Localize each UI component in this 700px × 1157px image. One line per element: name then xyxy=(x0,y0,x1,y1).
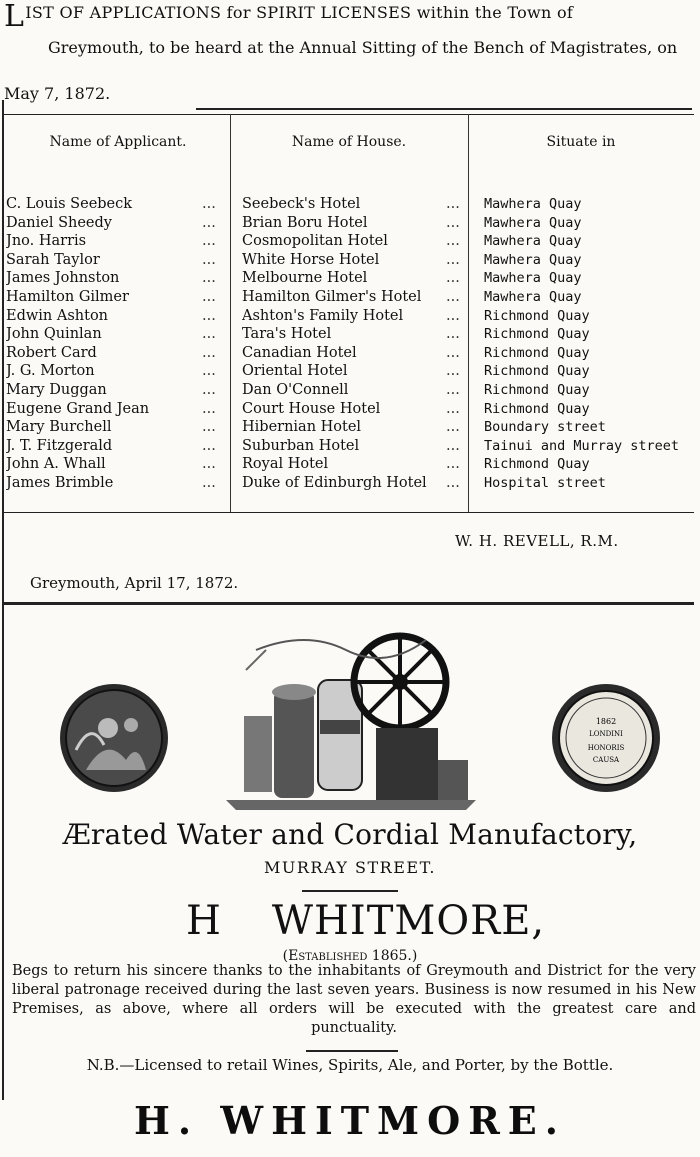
applicant-text: Edwin Ashton xyxy=(6,307,109,324)
leader-dots: ... xyxy=(446,288,460,305)
leader-dots: ... xyxy=(446,196,460,212)
medal-text-honoris: HONORIS xyxy=(587,744,625,752)
applicant-text: Jno. Harris xyxy=(6,233,87,250)
applicant-name xyxy=(6,308,226,324)
applicant-name xyxy=(6,456,226,472)
ad-subtitle: MURRAY STREET. xyxy=(264,858,436,877)
applicant-name xyxy=(6,438,226,454)
situate-location: Richmond Quay xyxy=(484,344,590,361)
house-name xyxy=(242,345,466,361)
applicant-name xyxy=(6,196,226,212)
ad-title: Ærated Water and Cordial Manufactory, xyxy=(62,818,638,851)
house-text: White Horse Hotel xyxy=(242,251,380,268)
right-medal-icon xyxy=(552,684,660,792)
applicant-name xyxy=(6,475,226,491)
applicant-text: Daniel Sheedy xyxy=(6,214,112,231)
applicant-text: James Johnston xyxy=(6,270,120,287)
table-bottom-rule xyxy=(4,512,694,513)
leader-dots: ... xyxy=(446,233,460,250)
table-row xyxy=(6,345,694,364)
applicant-name xyxy=(6,270,226,286)
leader-dots: ... xyxy=(202,363,216,380)
leader-dots: ... xyxy=(446,251,460,268)
house-name xyxy=(242,475,466,491)
applicant-name xyxy=(6,345,226,361)
house-text: Ashton's Family Hotel xyxy=(242,307,404,324)
leader-dots: ... xyxy=(446,419,460,436)
applicant-name xyxy=(6,401,226,417)
house-name xyxy=(242,363,466,379)
house-text: Dan O'Connell xyxy=(242,381,349,398)
house-text: Royal Hotel xyxy=(242,456,329,473)
leader-dots: ... xyxy=(202,326,216,343)
house-name xyxy=(242,215,466,231)
leader-dots: ... xyxy=(202,214,216,231)
drop-cap: L xyxy=(4,0,25,34)
leader-dots: ... xyxy=(202,288,216,305)
situate-location: Richmond Quay xyxy=(484,326,590,343)
situate-location: Richmond Quay xyxy=(484,400,590,417)
house-name xyxy=(242,326,466,342)
house-name xyxy=(242,196,466,212)
table-row xyxy=(6,401,694,420)
house-text: Tara's Hotel xyxy=(242,326,332,343)
leader-dots: ... xyxy=(446,344,460,361)
leader-dots: ... xyxy=(446,326,460,343)
table-row xyxy=(6,270,694,289)
header-situate: Situate in xyxy=(546,134,616,150)
table-row xyxy=(6,233,694,252)
situate-location: Hospital street xyxy=(484,474,606,491)
leader-dots: ... xyxy=(202,456,216,473)
licenses-table xyxy=(6,114,694,512)
leader-dots: ... xyxy=(202,381,216,398)
leader-dots: ... xyxy=(202,400,216,417)
heading-line-1 xyxy=(4,2,573,32)
table-row xyxy=(6,419,694,438)
applicant-name xyxy=(6,363,226,379)
applicant-name xyxy=(6,252,226,268)
ad-note: N.B.—Licensed to retail Wines, Spirits, Ale, and Porter, by the Bottle. xyxy=(86,1056,614,1074)
applicant-name xyxy=(6,382,226,398)
situate-location: Boundary street xyxy=(484,419,606,436)
table-row xyxy=(6,363,694,382)
house-name xyxy=(242,270,466,286)
heading-line-2: Greymouth, to be heard at the Annual Sitting of the Bench of Magistrates, on xyxy=(48,38,678,57)
house-text: Hamilton Gilmer's Hotel xyxy=(242,288,422,305)
left-column-rule xyxy=(2,100,4,1100)
situate-location: Richmond Quay xyxy=(484,307,590,324)
factory-engraving xyxy=(46,620,676,820)
house-name xyxy=(242,382,466,398)
house-text: Suburban Hotel xyxy=(242,437,360,454)
leader-dots: ... xyxy=(202,196,216,212)
leader-dots: ... xyxy=(446,381,460,398)
leader-dots: ... xyxy=(446,474,460,491)
applicant-text: C. Louis Seebeck xyxy=(6,196,133,212)
applicant-text: Mary Duggan xyxy=(6,381,107,398)
situate-location: Mawhera Quay xyxy=(484,270,582,287)
applicant-text: J. T. Fitzgerald xyxy=(6,437,113,454)
leader-dots: ... xyxy=(202,233,216,250)
ad-banner: H. WHITMORE. xyxy=(134,1098,566,1143)
ad-proprietor xyxy=(186,898,545,944)
heading-line-1-text: IST OF APPLICATIONS for SPIRIT LICENSES within the Town of xyxy=(25,3,574,22)
table-row xyxy=(6,252,694,271)
machinery-icon xyxy=(226,636,476,810)
ad-established: (Established 1865.) xyxy=(282,948,418,964)
table-row xyxy=(6,456,694,475)
applicant-text: John Quinlan xyxy=(6,326,102,343)
applicant-text: J. G. Morton xyxy=(6,363,95,380)
medal-text-year: 1862 xyxy=(595,717,617,726)
proprietor-surname: WHITMORE, xyxy=(271,898,546,944)
proprietor-initial: H xyxy=(186,898,222,944)
applicant-text: Sarah Taylor xyxy=(6,251,100,268)
house-name xyxy=(242,456,466,472)
applicant-name xyxy=(6,289,226,305)
applicant-text: Eugene Grand Jean xyxy=(6,400,150,417)
house-name xyxy=(242,419,466,435)
house-name xyxy=(242,252,466,268)
applicant-name xyxy=(6,215,226,231)
header-applicant: Name of Applicant. xyxy=(49,134,187,150)
table-row xyxy=(6,215,694,234)
whitmore-advertisement xyxy=(6,608,694,1157)
house-name xyxy=(242,289,466,305)
situate-location: Mawhera Quay xyxy=(484,196,582,212)
section-divider xyxy=(4,602,694,605)
left-medal-icon xyxy=(60,684,168,792)
leader-dots: ... xyxy=(446,456,460,473)
signoff-date: Greymouth, April 17, 1872. xyxy=(30,574,239,592)
house-text: Brian Boru Hotel xyxy=(242,214,368,231)
table-row xyxy=(6,326,694,345)
leader-dots: ... xyxy=(202,251,216,268)
leader-dots: ... xyxy=(446,307,460,324)
applicant-text: Hamilton Gilmer xyxy=(6,288,129,305)
situate-location: Mawhera Quay xyxy=(484,251,582,268)
table-row xyxy=(6,438,694,457)
magistrate-signature: W. H. REVELL, R.M. xyxy=(455,532,619,550)
house-text: Seebeck's Hotel xyxy=(242,196,361,212)
leader-dots: ... xyxy=(202,270,216,287)
situate-location: Mawhera Quay xyxy=(484,288,582,305)
applicant-text: Mary Burchell xyxy=(6,419,112,436)
medal-text-causa: CAUSA xyxy=(592,756,620,764)
applicant-text: Robert Card xyxy=(6,344,97,361)
house-text: Cosmopolitan Hotel xyxy=(242,233,388,250)
situate-location: Richmond Quay xyxy=(484,456,590,473)
ad-body: Begs to return his sincere thanks to the inhabitants of Greymouth and District for the very liberal patronage received during the last seven years. Business is now resumed in his New Premises, as above, where all orders will be executed with the greatest care and punctuality. xyxy=(12,963,696,1036)
house-name xyxy=(242,308,466,324)
leader-dots: ... xyxy=(446,363,460,380)
house-text: Hibernian Hotel xyxy=(242,419,362,436)
house-name xyxy=(242,438,466,454)
table-row xyxy=(6,196,694,215)
leader-dots: ... xyxy=(446,400,460,417)
house-name xyxy=(242,401,466,417)
applicant-text: John A. Whall xyxy=(6,456,106,473)
applicant-name xyxy=(6,419,226,435)
leader-dots: ... xyxy=(202,419,216,436)
house-text: Court House Hotel xyxy=(242,400,381,417)
heading-rule xyxy=(196,108,692,110)
medal-text-londini: LONDINI xyxy=(589,730,623,738)
situate-location: Mawhera Quay xyxy=(484,214,582,231)
ad-rule-2 xyxy=(306,1050,398,1052)
situate-location: Tainui and Murray street xyxy=(484,437,680,454)
situate-location: Mawhera Quay xyxy=(484,233,582,250)
ad-rule xyxy=(302,890,398,892)
leader-dots: ... xyxy=(446,270,460,287)
leader-dots: ... xyxy=(202,474,216,491)
leader-dots: ... xyxy=(202,344,216,361)
situate-location: Richmond Quay xyxy=(484,381,590,398)
applicant-text: James Brimble xyxy=(6,474,114,491)
table-row xyxy=(6,475,694,494)
applicant-name xyxy=(6,233,226,249)
applicant-name xyxy=(6,326,226,342)
leader-dots: ... xyxy=(446,214,460,231)
house-name xyxy=(242,233,466,249)
house-text: Oriental Hotel xyxy=(242,363,348,380)
house-text: Canadian Hotel xyxy=(242,344,357,361)
leader-dots: ... xyxy=(446,437,460,454)
house-text: Melbourne Hotel xyxy=(242,270,368,287)
table-body xyxy=(6,196,694,494)
situate-location: Richmond Quay xyxy=(484,363,590,380)
header-house: Name of House. xyxy=(291,134,407,150)
house-text: Duke of Edinburgh Hotel xyxy=(242,474,427,491)
table-row xyxy=(6,289,694,308)
table-row xyxy=(6,382,694,401)
leader-dots: ... xyxy=(202,437,216,454)
table-row xyxy=(6,308,694,327)
leader-dots: ... xyxy=(202,307,216,324)
heading-line-3: May 7, 1872. xyxy=(4,84,111,103)
